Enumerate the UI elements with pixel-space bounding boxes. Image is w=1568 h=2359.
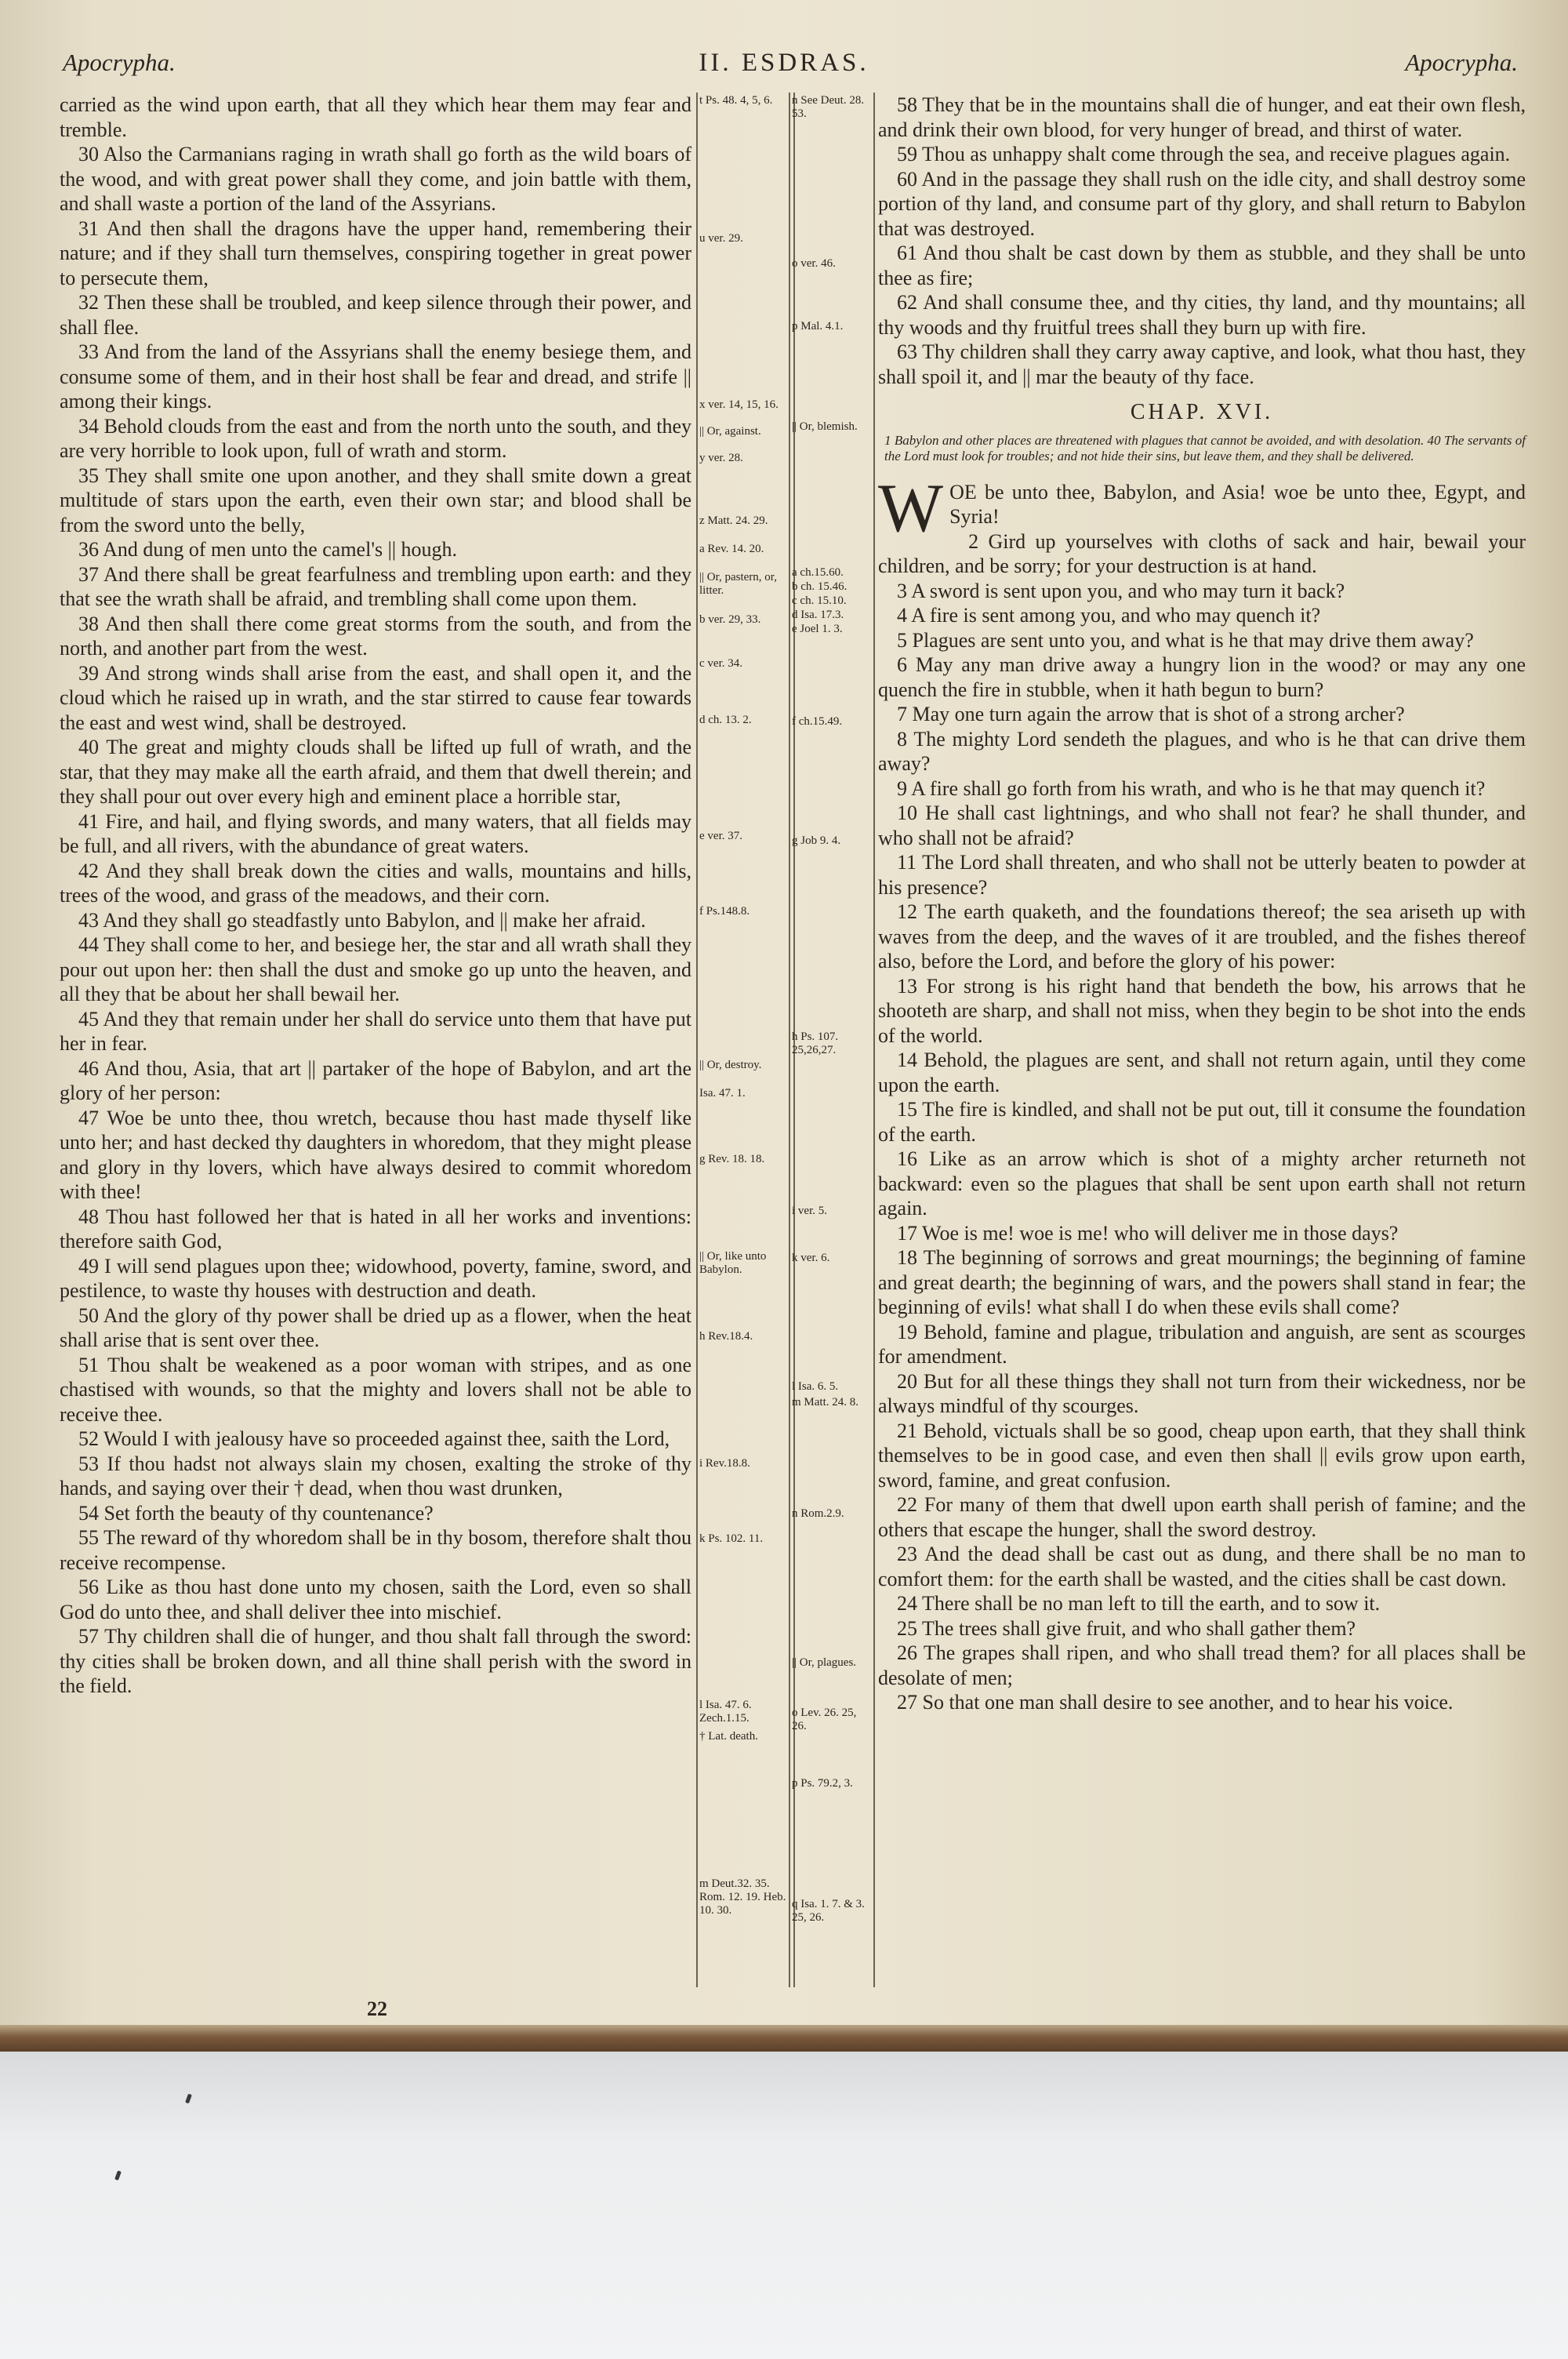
left-text-column (60, 93, 691, 1699)
verse: 62 And shall consume thee, and thy cities, thy land, and thy mountains; all thy woods and thy fruitful trees shall they burn up with fire. (878, 291, 1526, 339)
margin-note: † Lat. death. (699, 1730, 758, 1743)
verse: 58 They that be in the mountains shall die of hunger, and eat their own flesh, and drink their own blood, for very hunger of bread, and thirst of water. (878, 93, 1526, 141)
chapter-heading: CHAP. XVI. (1130, 400, 1274, 424)
verse: 26 The grapes shall ripen, and who shall tread them? for all places shall be desolate of men; (878, 1641, 1526, 1689)
margin-note: h Rev.18.4. (699, 1330, 753, 1343)
right-text-column (878, 93, 1526, 1715)
verse: 34 Behold clouds from the east and from the north unto the south, and they are very horrible to look upon, full of wrath and storm. (60, 414, 691, 462)
margin-note: f ch.15.49. (792, 715, 843, 728)
margin-note: u ver. 29. (699, 232, 743, 245)
margin-note: n Rom.2.9. (792, 1507, 844, 1520)
margin-note: e Joel 1. 3. (792, 623, 843, 635)
dust-speck (185, 2094, 192, 2104)
margin-note: k ver. 6. (792, 1252, 830, 1264)
verse: 45 And they that remain under her shall do service unto them that have put her in fear. (60, 1007, 691, 1055)
verse: 3 A sword is sent upon you, and who may turn it back? (897, 579, 1345, 602)
margin-note: d ch. 13. 2. (699, 714, 752, 726)
verse: 14 Behold, the plagues are sent, and shall not return again, until they come upon the earth. (878, 1049, 1526, 1096)
verse: 47 Woe be unto thee, thou wretch, because thou hast made thyself like unto her; and hast decked thy daughters in whoredom, that they might please and glory in thy lovers, which have always desired to commit whoredom with thee! (60, 1106, 691, 1203)
margin-note: z Matt. 24. 29. (699, 514, 768, 527)
margin-note: q Isa. 1. 7. & 3. 25, 26. (792, 1898, 865, 1924)
verse: 6 May any man drive away a hungry lion in the wood? or may any one quench the fire in stubble, when it hath begun to burn? (878, 653, 1526, 701)
column-rule (873, 93, 875, 1987)
verse: 43 And they shall go steadfastly unto Babylon, and || make her afraid. (78, 908, 646, 932)
margin-note: c ch. 15.10. (792, 594, 847, 607)
margin-note: g Job 9. 4. (792, 834, 841, 847)
verse: 53 If thou hadst not always slain my chosen, exalting the stroke of thy hands, and saying over their † dead, when thou wast drunken, (60, 1452, 691, 1499)
margin-note: g Rev. 18. 18. (699, 1153, 765, 1165)
verse: 39 And strong winds shall arise from the east, and shall open it, and the cloud which he raised up in wrath, and the star stirred to cause fear towards the east and west wind, shall be destroyed. (60, 661, 691, 734)
margin-note: || Or, like unto Babylon. (699, 1250, 767, 1276)
margin-note: l Isa. 6. 5. (792, 1380, 839, 1393)
verse: 44 They shall come to her, and besiege her, the star and all wrath shall they pour out upon her: then shall the dust and smoke go up unto the heaven, and all they that be about her shall bewail her. (60, 933, 691, 1005)
verse: 32 Then these shall be troubled, and keep silence through their power, and shall flee. (60, 291, 691, 339)
margin-note: l Isa. 47. 6. Zech.1.15. (699, 1699, 752, 1725)
verse: 36 And dung of men unto the camel's || hough. (78, 538, 458, 561)
verse: 54 Set forth the beauty of thy countenance? (78, 1501, 434, 1525)
dust-speck (114, 2171, 122, 2181)
margin-note: h Ps. 107. 25,26,27. (792, 1030, 839, 1056)
margin-note: i Rev.18.8. (699, 1457, 750, 1470)
verse: 20 But for all these things they shall not turn from their wickedness, nor be always mindful of thy scourges. (878, 1369, 1526, 1417)
verse: 2 Gird up yourselves with cloths of sack and hair, bewail your children, and be sorry; for your destruction is at hand. (878, 529, 1526, 577)
verse: 60 And in the passage they shall rush on the idle city, and shall destroy some portion of thy land, and consume part of thy glory, and shall return to Babylon that was destroyed. (878, 167, 1526, 240)
verse: 11 The Lord shall threaten, and who shall not be utterly beaten to powder at his presence? (878, 851, 1526, 899)
verse: 52 Would I with jealousy have so proceeded against thee, saith the Lord, (78, 1427, 670, 1450)
verse: 56 Like as thou hast done unto my chosen, saith the Lord, even so shall God do unto thee, and shall deliver thee into mischief. (60, 1576, 691, 1623)
verse: 50 And the glory of thy power shall be dried up as a flower, when the heat shall arise that is sent over thee. (60, 1303, 691, 1351)
verse: 63 Thy children shall they carry away captive, and look, what thou hast, they shall spoil it, and || mar the beauty of thy face. (878, 340, 1526, 388)
verse: 38 And then shall there come great storms from the south, and from the north, and another part from the west. (60, 612, 691, 660)
verse: 31 And then shall the dragons have the upper hand, remembering their nature; and if they shall turn themselves, conspiring together in great power to persecute them, (60, 216, 691, 289)
margin-note: t Ps. 48. 4, 5, 6. (699, 94, 773, 107)
margin-note: m Matt. 24. 8. (792, 1396, 858, 1408)
margin-note: c ver. 34. (699, 657, 742, 670)
margin-note: d Isa. 17.3. (792, 609, 844, 621)
verse: 5 Plagues are sent unto you, and what is he that may drive them away? (897, 628, 1474, 652)
verse: 42 And they shall break down the cities and walls, mountains and hills, trees of the wood, and grass of the meadows, and their corn. (60, 859, 691, 907)
column-rule (696, 93, 698, 1987)
verse: 49 I will send plagues upon thee; widowhood, poverty, famine, sword, and pestilence, to waste thy houses with destruction and death. (60, 1254, 691, 1302)
margin-note: b ver. 29, 33. (699, 613, 761, 626)
page-number: 22 (367, 1997, 387, 2020)
margin-note: || Or, pastern, or, litter. (699, 571, 777, 597)
margin-note: || Or, against. (699, 425, 761, 438)
verse: 7 May one turn again the arrow that is shot of a strong archer? (897, 703, 1405, 725)
drop-capital: W (878, 470, 944, 547)
verse: 55 The reward of thy whoredom shall be in thy bosom, therefore shalt thou receive recompense. (60, 1526, 691, 1574)
verse: 51 Thou shalt be weakened as a poor woman with stripes, and as one chastised with wounds, so that the mighty and lovers shall not be able to receive thee. (60, 1353, 691, 1426)
verse: 16 Like as an arrow which is shot of a mighty archer returneth not backward: even so the plagues that shall be sent upon earth shall not return again. (878, 1147, 1526, 1219)
page-edge (0, 2025, 1568, 2052)
verse: 19 Behold, famine and plague, tribulation and anguish, are sent as scourges for amendment. (878, 1320, 1526, 1368)
verse: 48 Thou hast followed her that is hated in all her works and inventions: therefore saith God, (60, 1205, 691, 1252)
verse: 21 Behold, victuals shall be so good, cheap upon earth, that they shall think themselves to be in good case, and even then shall || evils grow upon earth, sword, famine, and great confusion. (878, 1419, 1526, 1492)
verse: 61 And thou shalt be cast down by them as stubble, and they shall be unto thee as fire; (878, 242, 1526, 289)
margin-note: m Deut.32. 35. Rom. 12. 19. Heb. 10. 30. (699, 1877, 786, 1917)
verse: 23 And the dead shall be cast out as dung, and there shall be no man to comfort them: for the earth shall be wasted, and the cities shall be cast down. (878, 1543, 1526, 1590)
chapter-summary: 1 Babylon and other places are threatened with plagues that cannot be avoided, and with desolation. 40 The servants of the Lord must look for troubles; and not hide their sins, but leave them, and they shall be delivered. (884, 432, 1526, 463)
margin-note: i ver. 5. (792, 1205, 827, 1217)
margin-note: p Ps. 79.2, 3. (792, 1777, 853, 1790)
verse: 33 And from the land of the Assyrians shall the enemy besiege them, and consume some of them, and in their host shall be fear and dread, and strife || among their kings. (60, 340, 691, 413)
margin-note: o Lev. 26. 25, 26. (792, 1707, 857, 1732)
verse-1 (878, 470, 1526, 547)
verse-1-text: OE be unto thee, Babylon, and Asia! woe be unto thee, Egypt, and Syria! (949, 480, 1526, 528)
margin-note: || Or, destroy. (699, 1059, 762, 1071)
margin-note: || Or, plagues. (792, 1656, 857, 1669)
running-head-left: Apocrypha. (63, 49, 176, 76)
verse: 15 The fire is kindled, and shall not be put out, till it consume the foundation of the earth. (878, 1098, 1526, 1146)
verse: 35 They shall smite one upon another, and they shall smite down a great multitude of stars upon the earth, even their own star; and blood shall be from the sword unto the belly, (60, 463, 691, 536)
verse: 24 There shall be no man left to till the earth, and to sow it. (897, 1592, 1381, 1615)
verse: 10 He shall cast lightnings, and who shall not fear? he shall thunder, and who shall not be afraid? (878, 801, 1526, 849)
margin-note: e ver. 37. (699, 830, 742, 842)
verse: carried as the wind upon earth, that all they which hear them may fear and tremble. (60, 93, 691, 141)
margin-note: k Ps. 102. 11. (699, 1532, 764, 1545)
verse: 22 For many of them that dwell upon earth shall perish of famine; and the others that escape the hunger, shall the sword destroy. (878, 1493, 1526, 1541)
verse: 8 The mighty Lord sendeth the plagues, and who is he that can drive them away? (878, 727, 1526, 775)
margin-note: p Mal. 4.1. (792, 320, 844, 333)
margin-note: x ver. 14, 15, 16. (699, 398, 779, 411)
verse: 4 A fire is sent among you, and who may quench it? (897, 604, 1321, 627)
verse: 18 The beginning of sorrows and great mournings; the beginning of famine and great dearth; the beginning of wars, and the powers shall stand in fear; the beginning of evils! what shall I do when these evils shall come? (878, 1246, 1526, 1318)
verse: 30 Also the Carmanians raging in wrath shall go forth as the wild boars of the wood, and with great power shall they come, and join battle with them, and shall waste a portion of the land of the Assyrians. (60, 143, 691, 215)
margin-note: o ver. 46. (792, 257, 836, 270)
verse: 46 And thou, Asia, that art || partaker of the hope of Babylon, and art the glory of her person: (60, 1056, 691, 1104)
margin-note: b ch. 15.46. (792, 580, 848, 593)
verse: 57 Thy children shall die of hunger, and thou shalt fall through the sword: thy cities shall be broken down, and all thine shall perish with the sword in the field. (60, 1625, 691, 1697)
margin-note: n See Deut. 28. 53. (792, 94, 865, 120)
running-head-title: II. ESDRAS. (699, 49, 869, 77)
background-surface (0, 2052, 1568, 2359)
margin-note: a ch.15.60. (792, 566, 844, 579)
margin-note: Isa. 47. 1. (699, 1087, 746, 1100)
verse: 25 The trees shall give fruit, and who shall gather them? (897, 1616, 1356, 1640)
verse: 9 A fire shall go forth from his wrath, and who is he that may quench it? (897, 776, 1486, 800)
margin-note: y ver. 28. (699, 452, 743, 464)
column-rule (789, 93, 790, 1987)
running-head-right: Apocrypha. (1405, 49, 1518, 76)
margin-note: a Rev. 14. 20. (699, 543, 764, 555)
verse: 13 For strong is his right hand that bendeth the bow, his arrows that he shooteth are sharp, and shall not miss, when they begin to be shot into the ends of the world. (878, 974, 1526, 1047)
verse: 27 So that one man shall desire to see another, and to hear his voice. (897, 1691, 1454, 1714)
verse: 17 Woe is me! woe is me! who will deliver me in those days? (897, 1221, 1399, 1245)
margin-note: f Ps.148.8. (699, 905, 750, 918)
margin-note: || Or, blemish. (792, 420, 858, 433)
verse: 59 Thou as unhappy shalt come through the sea, and receive plagues again. (897, 143, 1511, 165)
verse: 40 The great and mighty clouds shall be lifted up full of wrath, and the star, that they may make all the earth afraid, and them that dwell therein; and they shall pour out over every high and eminent place a horrible star, (60, 736, 691, 808)
verse: 37 And there shall be great fearfulness and trembling upon earth: and they that see the wrath shall be afraid, and trembling shall come upon them. (60, 562, 691, 610)
verse: 12 The earth quaketh, and the foundations thereof; the sea ariseth up with waves from the deep, and the waves of it are troubled, and the fishes thereof also, before the Lord, and before the glory of his power: (878, 900, 1526, 972)
verse: 41 Fire, and hail, and flying swords, and many waters, that all fields may be full, and all rivers, with the abundance of great waters. (60, 809, 691, 857)
